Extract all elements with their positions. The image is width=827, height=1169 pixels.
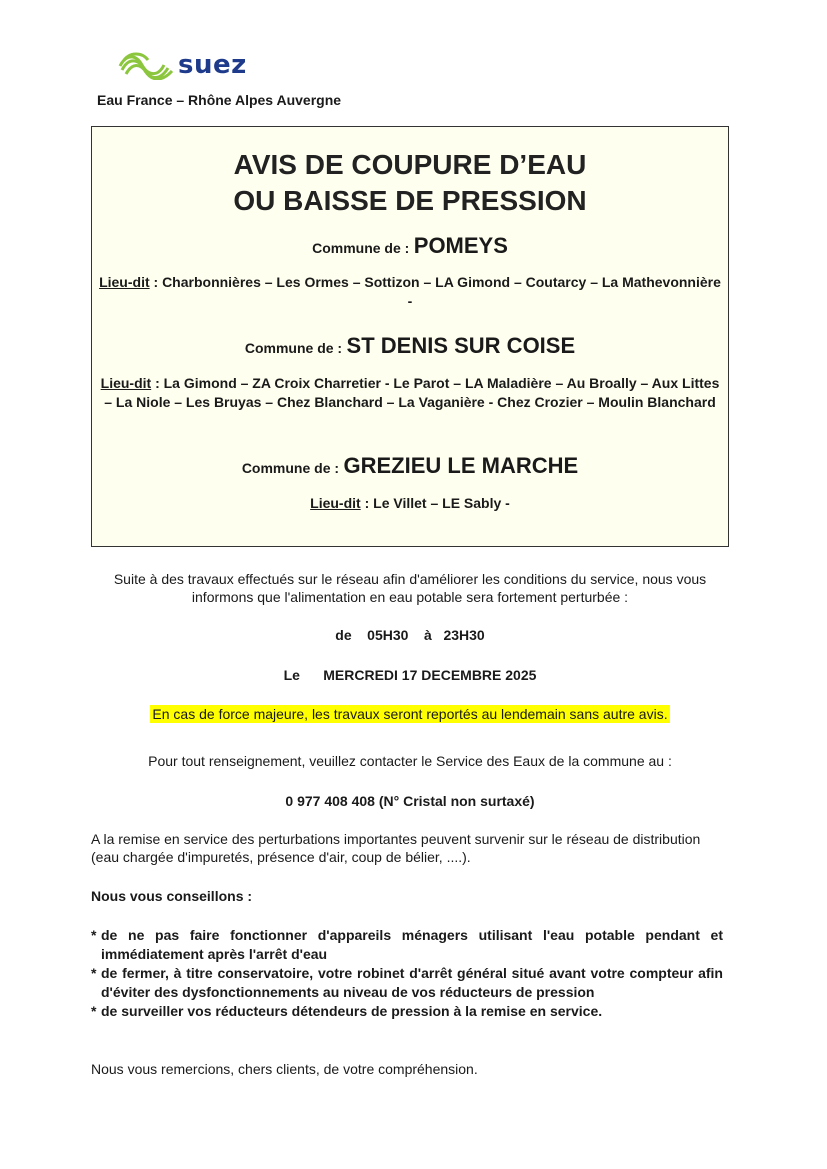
commune-name: POMEYS — [413, 233, 508, 258]
commune-heading — [92, 333, 728, 359]
time-range: de 05H30 à 23H30 — [335, 627, 485, 643]
list-item — [91, 926, 723, 964]
bullet-star: * — [91, 965, 97, 981]
advice-title: Nous vous conseillons : — [91, 888, 253, 904]
company-subtitle: Eau France – Rhône Alpes Auvergne — [97, 92, 342, 108]
remise-paragraph: A la remise en service des perturbations importantes peuvent survenir sur le réseau de distribution (eau chargée d'impuretés, présence d'air, coup de bélier, ....). — [91, 831, 701, 865]
commune-heading — [92, 453, 728, 479]
contact-intro: Pour tout renseignement, veuillez contacter le Service des Eaux de la commune au : — [148, 753, 672, 769]
bullet-star: * — [91, 1003, 97, 1019]
advice-text: de surveiller vos réducteurs détendeurs de pression à la remise en service. — [101, 1003, 603, 1019]
commune-name: ST DENIS SUR COISE — [346, 333, 576, 358]
outage-date: Le MERCREDI 17 DECEMBRE 2025 — [283, 667, 537, 683]
suez-logo — [116, 50, 247, 80]
force-majeure-text: En cas de force majeure, les travaux seront reportés au lendemain sans autre avis. — [152, 706, 668, 722]
commune-label: Commune de : — [244, 340, 343, 356]
logo-text: suez — [178, 50, 247, 80]
lieu-dit-list — [98, 374, 722, 412]
commune-label: Commune de : — [241, 460, 340, 476]
force-majeure-notice — [91, 705, 729, 723]
lieu-dit-list — [98, 494, 722, 513]
notice-title-line1: AVIS DE COUPURE D’EAU — [233, 149, 587, 180]
advice-text: de ne pas faire fonctionner d'appareils ménagers utilisant l'eau potable pendant et immédiatement après l'arrêt d'eau — [101, 927, 723, 962]
intro-paragraph: Suite à des travaux effectués sur le réseau afin d'améliorer les conditions du service, nous vous informons que l'alimentation en eau potable sera fortement perturbée : — [113, 571, 707, 605]
bullet-star: * — [91, 927, 97, 943]
lieu-dit-values: : La Gimond – ZA Croix Charretier - Le Parot – LA Maladière – Au Broally – Aux Littes – La Niole – Les Bruyas – Chez Blanchard – La Vaganière - Chez Crozier – Moulin Blanchard — [104, 375, 720, 410]
list-item — [91, 964, 723, 1002]
lieu-dit-label: Lieu-dit — [310, 495, 361, 511]
suez-wave-icon — [116, 50, 176, 80]
closing-text: Nous vous remercions, chers clients, de votre compréhension. — [91, 1061, 478, 1077]
notice-title — [92, 147, 728, 219]
lieu-dit-label: Lieu-dit — [99, 274, 150, 290]
list-item — [91, 1002, 723, 1021]
lieu-dit-values: : Charbonnières – Les Ormes – Sottizon – LA Gimond – Coutarcy – La Mathevonnière - — [149, 274, 721, 309]
lieu-dit-values: : Le Villet – LE Sably - — [360, 495, 510, 511]
commune-heading — [92, 233, 728, 259]
notice-box — [91, 126, 729, 547]
commune-name: GREZIEU LE MARCHE — [343, 453, 579, 478]
advice-text: de fermer, à titre conservatoire, votre robinet d'arrêt général situé avant votre compteur afin d'éviter des dysfonctionnements au niveau de vos réducteurs de pression — [101, 965, 723, 1000]
commune-label: Commune de : — [312, 240, 410, 256]
advice-list — [91, 926, 723, 1021]
lieu-dit-list — [98, 273, 722, 311]
notice-title-line2: OU BAISSE DE PRESSION — [233, 185, 587, 216]
phone-number: 0 977 408 408 (N° Cristal non surtaxé) — [285, 793, 535, 809]
lieu-dit-label: Lieu-dit — [100, 375, 152, 391]
